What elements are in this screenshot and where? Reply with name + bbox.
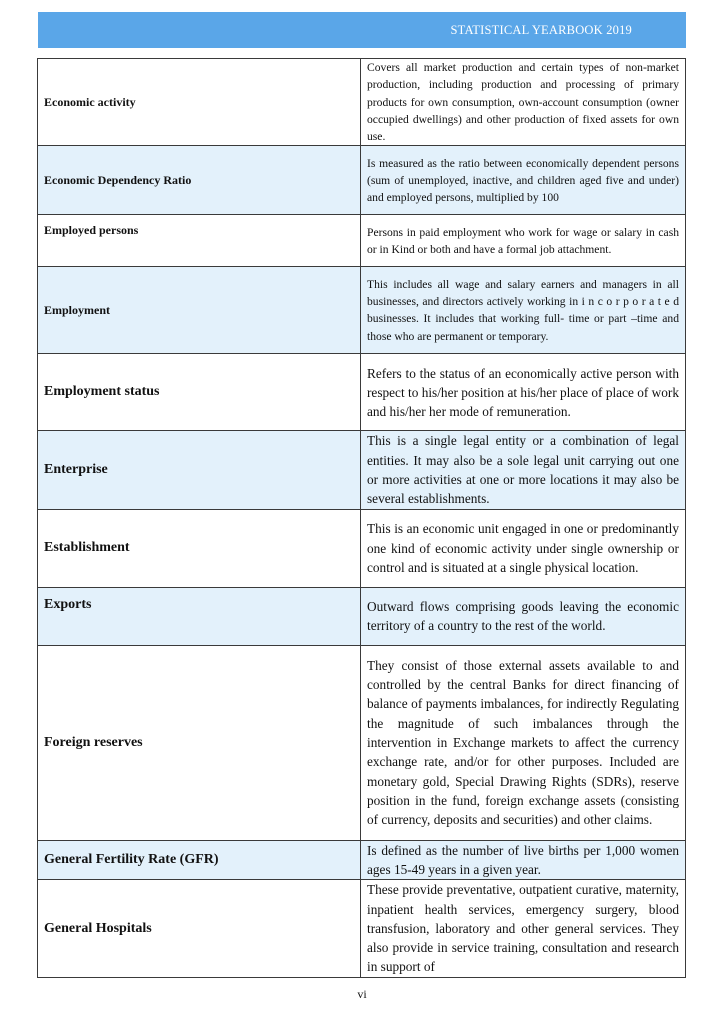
term-cell: Enterprise <box>38 431 361 509</box>
table-row <box>38 431 686 509</box>
table-row <box>38 59 686 146</box>
term-cell: General Fertility Rate (GFR) <box>38 840 361 880</box>
definition-cell: This is an economic unit engaged in one or predominantly one kind of economic activity under single ownership or control and is situated at a single physical location. <box>361 509 686 587</box>
table-row <box>38 215 686 267</box>
term-cell: Establishment <box>38 509 361 587</box>
term-cell: Employed persons <box>38 215 361 267</box>
term-cell: General Hospitals <box>38 880 361 977</box>
definition-cell: These provide preventative, outpatient curative, maternity, inpatient health services, emergency surgery, blood transfusion, laboratory and other general services. They also provide in service training, consultation and research in support of <box>361 880 686 977</box>
definition-cell: Is measured as the ratio between economically dependent persons (sum of unemployed, inactive, and children aged five and under) and employed persons, multiplied by 100 <box>361 146 686 215</box>
term-cell: Employment status <box>38 354 361 431</box>
term-cell: Economic Dependency Ratio <box>38 146 361 215</box>
term-cell: Economic activity <box>38 59 361 146</box>
term-cell: Exports <box>38 587 361 645</box>
table-row <box>38 880 686 977</box>
table-row <box>38 645 686 840</box>
term-cell: Foreign reserves <box>38 645 361 840</box>
definition-cell: This includes all wage and salary earners and managers in all businesses, and directors actively working in i n c o r p o r a t e d businesses. It includes that working full- time or part –time and those who are permanent or temporary. <box>361 267 686 354</box>
page-number: vi <box>357 987 367 1001</box>
table-row <box>38 354 686 431</box>
term-cell: Employment <box>38 267 361 354</box>
table-row <box>38 509 686 587</box>
definition-cell: Is defined as the number of live births per 1,000 women ages 15-49 years in a given year. <box>361 840 686 880</box>
definition-cell: Refers to the status of an economically active person with respect to his/her position at his/her place of place of work and his/her her mode of remuneration. <box>361 354 686 431</box>
definition-cell: Covers all market production and certain types of non-market production, including production and processing of primary products for own consumption, own-account consumption (owner occupied dwellings) and other production of fixed assets for own use. <box>361 59 686 146</box>
table-row <box>38 267 686 354</box>
table-row <box>38 587 686 645</box>
definition-cell: Persons in paid employment who work for wage or salary in cash or in Kind or both and have a formal job attachment. <box>361 215 686 267</box>
header-title: STATISTICAL YEARBOOK 2019 <box>450 23 632 37</box>
glossary-table <box>37 58 686 978</box>
definition-cell: This is a single legal entity or a combination of legal entities. It may also be a sole legal unit carrying out one or more activities at one or more locations it may also be several establishments. <box>361 431 686 509</box>
table-row <box>38 146 686 215</box>
header-bar <box>38 12 686 48</box>
definition-cell: They consist of those external assets available to and controlled by the central Banks for direct financing of balance of payments imbalances, for indirectly Regulating the magnitude of such imbalances through the intervention in Exchange markets to affect the currency exchange rate, and/or for other purposes. Included are monetary gold, Special Drawing Rights (SDRs), reserve position in the fund, foreign exchange assets (consisting of currency, deposits and securities) and other claims. <box>361 645 686 840</box>
table-row <box>38 840 686 880</box>
definition-cell: Outward flows comprising goods leaving the economic territory of a country to the rest of the world. <box>361 587 686 645</box>
